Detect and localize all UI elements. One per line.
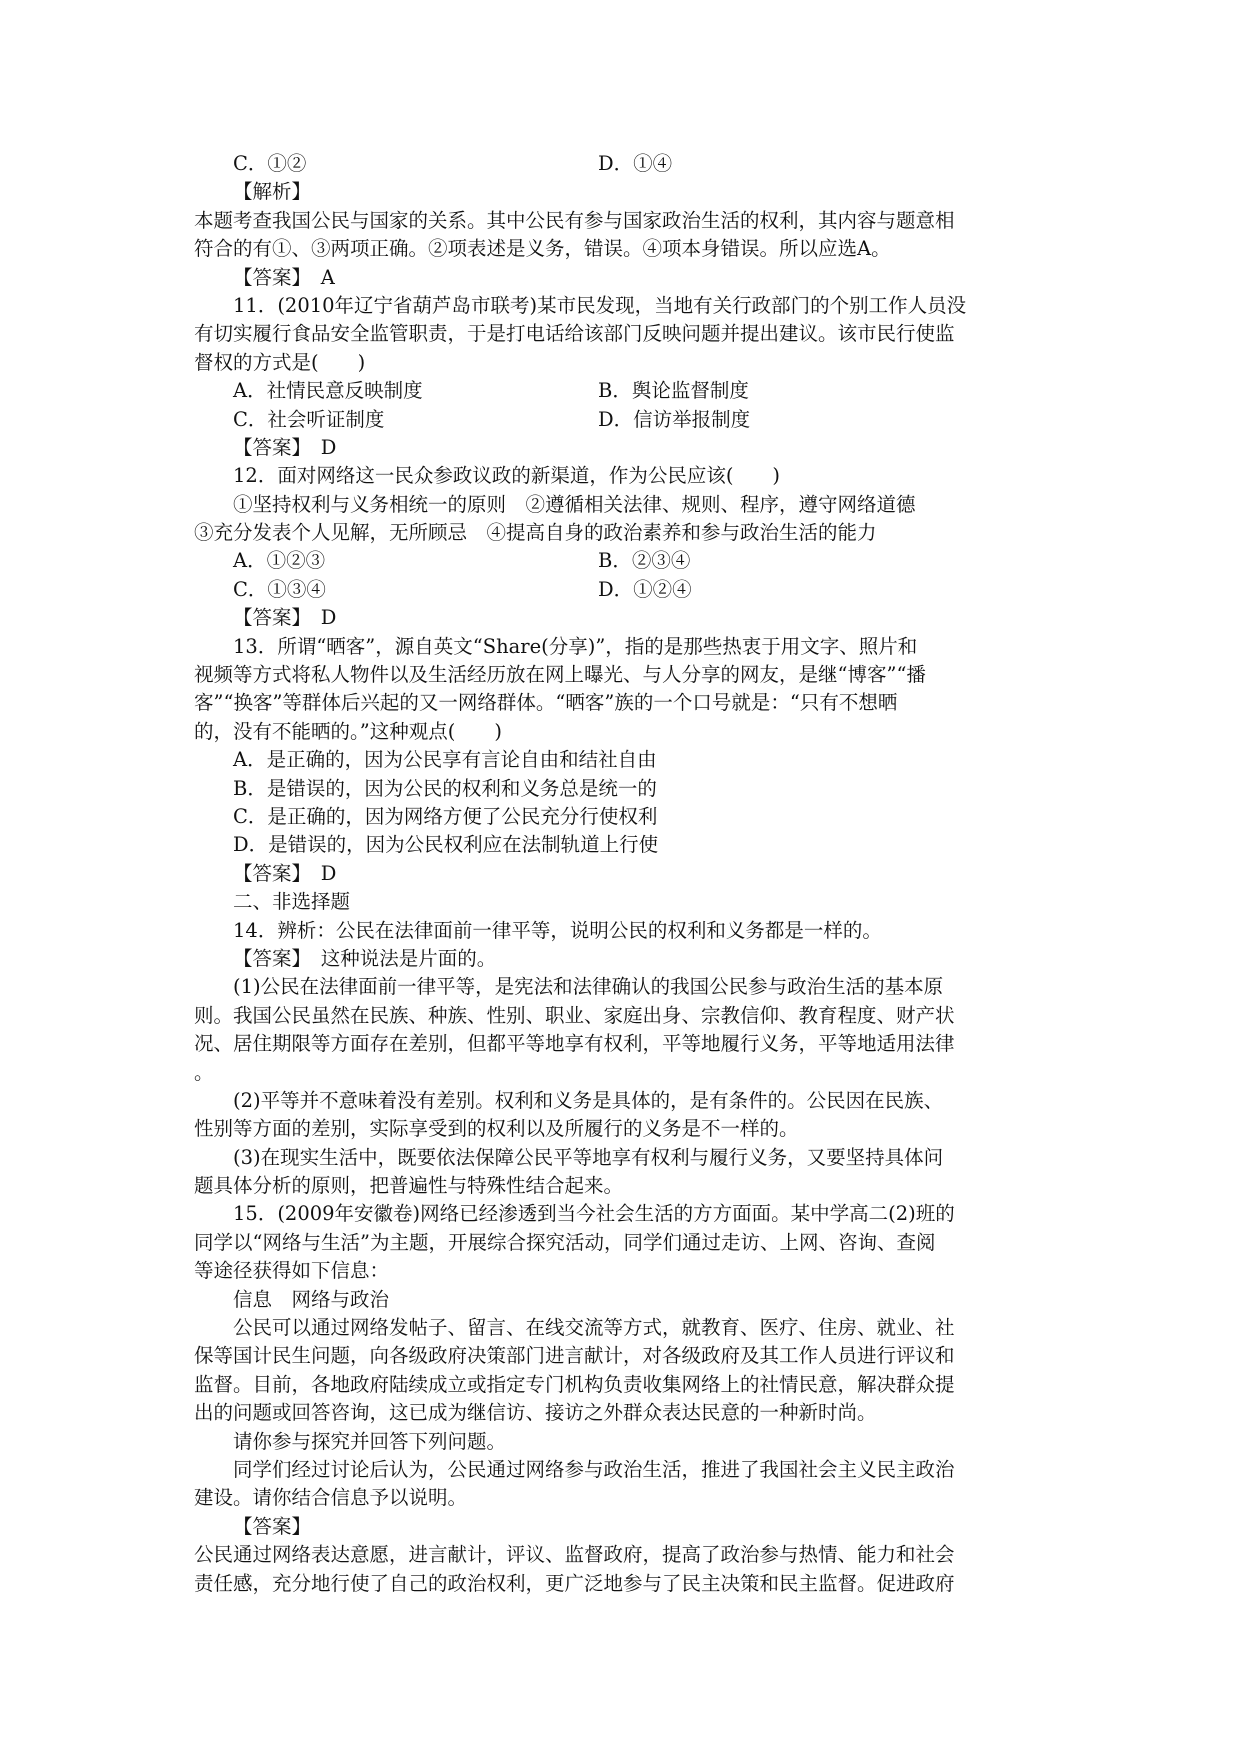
text-line: A．是正确的，因为公民享有言论自由和结社自由 <box>233 748 657 772</box>
option-left: A．社情民意反映制度 <box>233 379 423 403</box>
text-line: 13．所谓“晒客”，源自英文“Share(分享)”，指的是那些热衷于用文字、照片和 <box>233 634 918 658</box>
text-line: 【解析】 <box>233 180 312 204</box>
option-row <box>194 406 1056 434</box>
text-line: 【答案】 A <box>233 265 335 289</box>
option-right: B．②③④ <box>598 549 691 573</box>
text-line: 责任感，充分地行使了自己的政治权利，更广泛地参与了民主决策和民主监督。促进政府 <box>194 1571 955 1595</box>
text-line: B．是错误的，因为公民的权利和义务总是统一的 <box>233 776 657 800</box>
text-line: 同学以“网络与生活”为主题，开展综合探究活动，同学们通过走访、上网、咨询、查阅 <box>194 1230 936 1254</box>
text-line: ③充分发表个人见解，无所顾忌 ④提高自身的政治素养和参与政治生活的能力 <box>194 521 877 545</box>
option-right: B．舆论监督制度 <box>598 379 749 403</box>
text-line: 【答案】 D <box>233 435 337 459</box>
text-line: (2)平等并不意味着没有差别。权利和义务是具体的，是有条件的。公民因在民族、 <box>233 1088 944 1112</box>
text-line: (1)公民在法律面前一律平等，是宪法和法律确认的我国公民参与政治生活的基本原 <box>233 975 944 999</box>
text-line: 同学们经过讨论后认为，公民通过网络参与政治生活，推进了我国社会主义民主政治 <box>233 1457 955 1481</box>
text-line: 题具体分析的原则，把普遍性与特殊性结合起来。 <box>194 1174 624 1198</box>
text-line: ①坚持权利与义务相统一的原则 ②遵循相关法律、规则、程序，遵守网络道德 <box>233 492 916 516</box>
text-line: 公民通过网络表达意愿，进言献计，评议、监督政府，提高了政治参与热情、能力和社会 <box>194 1543 955 1567</box>
text-line: D．是错误的，因为公民权利应在法制轨道上行使 <box>233 833 659 857</box>
option-left: A．①②③ <box>233 549 326 573</box>
text-line: 12．面对网络这一民众参政议政的新渠道，作为公民应该( ) <box>233 464 781 488</box>
text-line: 【答案】 D <box>233 606 337 630</box>
text-line: 视频等方式将私人物件以及生活经历放在网上曝光、与人分享的网友，是继“博客”“播 <box>194 663 926 687</box>
text-line: 符合的有①、③两项正确。②项表述是义务，错误。④项本身错误。所以应选A。 <box>194 237 891 261</box>
text-line: 二、非选择题 <box>233 890 351 914</box>
text-line: 有切实履行食品安全监管职责，于是打电话给该部门反映问题并提出建议。该市民行使监 <box>194 322 955 346</box>
text-line: 【答案】 D <box>233 861 337 885</box>
text-line: 公民可以通过网络发帖子、留言、在线交流等方式，就教育、医疗、住房、就业、社 <box>233 1316 955 1340</box>
text-line: 监督。目前，各地政府陆续成立或指定专门机构负责收集网络上的社情民意，解决群众提 <box>194 1372 955 1396</box>
text-line: 建设。请你结合信息予以说明。 <box>194 1486 468 1510</box>
text-line: C．是正确的，因为网络方便了公民充分行使权利 <box>233 804 658 828</box>
text-line: 等途径获得如下信息： <box>194 1259 390 1283</box>
text-line: 出的问题或回答咨询，这已成为继信访、接访之外群众表达民意的一种新时尚。 <box>194 1401 877 1425</box>
text-line: 14．辨析：公民在法律面前一律平等，说明公民的权利和义务都是一样的。 <box>233 918 882 942</box>
text-line: 督权的方式是( ) <box>194 350 366 374</box>
text-line: 况、居住期限等方面存在差别，但都平等地享有权利，平等地履行义务，平等地适用法律 <box>194 1032 955 1056</box>
option-row <box>194 547 1056 575</box>
option-left: C．社会听证制度 <box>233 407 385 431</box>
text-line: 本题考查我国公民与国家的关系。其中公民有参与国家政治生活的权利，其内容与题意相 <box>194 208 955 232</box>
option-row <box>194 150 1056 178</box>
text-line: 客”“换客”等群体后兴起的又一网络群体。“晒客”族的一个口号就是：“只有不想晒 <box>194 691 898 715</box>
option-right: D．①④ <box>598 152 673 175</box>
option-row <box>194 576 1056 604</box>
text-line: 【答案】 <box>233 1514 312 1538</box>
option-left: C．①③④ <box>233 577 326 601</box>
option-left: C．①② <box>233 152 307 175</box>
option-right: D．①②④ <box>598 577 692 601</box>
text-line: 则。我国公民虽然在民族、种族、性别、职业、家庭出身、宗教信仰、教育程度、财产状 <box>194 1003 955 1027</box>
text-line: (3)在现实生活中，既要依法保障公民平等地享有权利与履行义务，又要坚持具体问 <box>233 1145 944 1169</box>
text-line: 15．(2009年安徽卷)网络已经渗透到当今社会生活的方方面面。某中学高二(2)班的 <box>233 1202 955 1226</box>
text-line: 11．(2010年辽宁省葫芦岛市联考)某市民发现，当地有关行政部门的个别工作人员没 <box>233 293 967 317</box>
text-line: 。 <box>194 1060 214 1084</box>
text-line: 请你参与探究并回答下列问题。 <box>233 1429 507 1453</box>
option-row <box>194 377 1056 405</box>
text-line: 信息 网络与政治 <box>233 1287 390 1311</box>
text-line: 的，没有不能晒的。”这种观点( ) <box>194 719 502 743</box>
text-line: 保等国计民生问题，向各级政府决策部门进言献计，对各级政府及其工作人员进行评议和 <box>194 1344 955 1368</box>
document-page <box>194 150 1056 1598</box>
option-right: D．信访举报制度 <box>598 407 751 431</box>
text-line: 性别等方面的差别，实际享受到的权利以及所履行的义务是不一样的。 <box>194 1117 799 1141</box>
text-line: 【答案】 这种说法是片面的。 <box>233 946 497 970</box>
